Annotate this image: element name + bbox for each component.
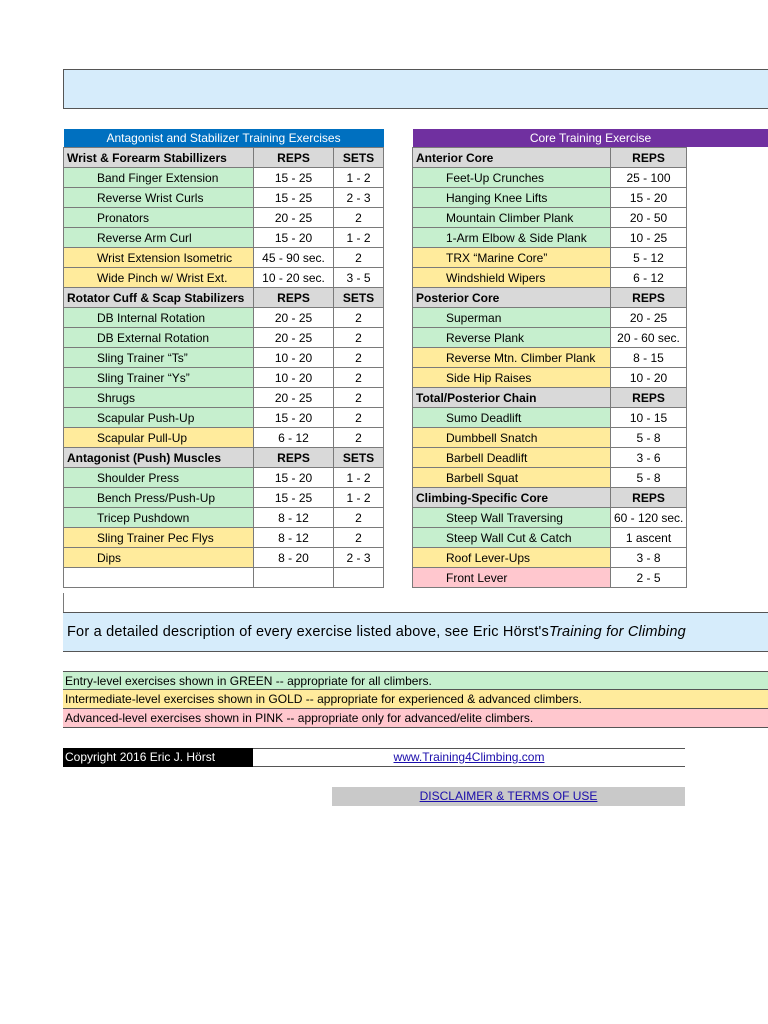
blank-cell bbox=[687, 308, 768, 328]
blank-cell bbox=[687, 368, 768, 388]
reps-value: 60 - 120 sec. bbox=[611, 508, 687, 528]
table-row bbox=[413, 428, 768, 448]
exercise-name: Side Hip Raises bbox=[413, 368, 611, 388]
exercise-name: Sling Trainer “Ys” bbox=[64, 368, 254, 388]
reps-header: REPS bbox=[254, 448, 334, 468]
description-text: For a detailed description of every exercise listed above, see Eric Hörst'sTraining for Climbing bbox=[67, 624, 686, 640]
table-row bbox=[413, 308, 768, 328]
sets-value: 1 - 2 bbox=[334, 228, 384, 248]
sets-value: 2 - 3 bbox=[334, 548, 384, 568]
section-header: Total/Posterior Chain bbox=[413, 388, 611, 408]
section-header-row bbox=[413, 488, 768, 508]
table-row bbox=[413, 408, 768, 428]
sets-value: 2 bbox=[334, 388, 384, 408]
sets-value: 2 bbox=[334, 428, 384, 448]
reps-value: 3 - 6 bbox=[611, 448, 687, 468]
reps-value: 10 - 20 bbox=[254, 348, 334, 368]
legend-pink: Advanced-level exercises shown in PINK -- appropriate only for advanced/elite climbers. bbox=[63, 709, 768, 728]
table-row bbox=[413, 368, 768, 388]
table-row bbox=[413, 348, 768, 368]
blank-cell bbox=[687, 408, 768, 428]
section-header-row bbox=[64, 448, 384, 468]
reps-value: 20 - 25 bbox=[254, 388, 334, 408]
exercise-name: 1-Arm Elbow & Side Plank bbox=[413, 228, 611, 248]
reps-value: 8 - 12 bbox=[254, 528, 334, 548]
exercise-name: Reverse Plank bbox=[413, 328, 611, 348]
blank-cell bbox=[687, 568, 768, 588]
reps-value: 10 - 20 sec. bbox=[254, 268, 334, 288]
reps-value: 15 - 20 bbox=[254, 228, 334, 248]
exercise-name: Scapular Pull-Up bbox=[64, 428, 254, 448]
table-row bbox=[64, 248, 384, 268]
table-row bbox=[413, 188, 768, 208]
sets-value: 1 - 2 bbox=[334, 468, 384, 488]
reps-value: 20 - 50 bbox=[611, 208, 687, 228]
exercise-name: Roof Lever-Ups bbox=[413, 548, 611, 568]
section-header: Rotator Cuff & Scap Stabilizers bbox=[64, 288, 254, 308]
table-row bbox=[413, 328, 768, 348]
blank-cell bbox=[687, 388, 768, 408]
sets-value: 1 - 2 bbox=[334, 168, 384, 188]
website-link[interactable]: www.Training4Climbing.com bbox=[393, 750, 545, 764]
antagonist-table bbox=[63, 129, 384, 588]
reps-value: 15 - 25 bbox=[254, 188, 334, 208]
table-row bbox=[64, 388, 384, 408]
table-row bbox=[64, 328, 384, 348]
reps-value: 15 - 20 bbox=[254, 408, 334, 428]
reps-value: 20 - 25 bbox=[254, 208, 334, 228]
exercise-name: Steep Wall Traversing bbox=[413, 508, 611, 528]
sets-value: 2 bbox=[334, 328, 384, 348]
sets-value: 2 bbox=[334, 248, 384, 268]
table-title: Core Training Exercise bbox=[413, 129, 768, 148]
section-header-row bbox=[64, 288, 384, 308]
exercise-name: Superman bbox=[413, 308, 611, 328]
reps-value: 10 - 25 bbox=[611, 228, 687, 248]
exercise-name: Sling Trainer “Ts” bbox=[64, 348, 254, 368]
reps-value: 1 ascent bbox=[611, 528, 687, 548]
reps-value: 8 - 15 bbox=[611, 348, 687, 368]
exercise-name: DB External Rotation bbox=[64, 328, 254, 348]
exercise-name: Scapular Push-Up bbox=[64, 408, 254, 428]
table-row bbox=[64, 408, 384, 428]
reps-header: REPS bbox=[611, 388, 687, 408]
table-row bbox=[64, 188, 384, 208]
table-title: Antagonist and Stabilizer Training Exercises bbox=[64, 129, 384, 148]
blank-cell bbox=[687, 248, 768, 268]
blank-cell bbox=[687, 488, 768, 508]
table-row bbox=[64, 488, 384, 508]
exercise-name: TRX “Marine Core” bbox=[413, 248, 611, 268]
table-end-border bbox=[63, 593, 64, 613]
sets-header: SETS bbox=[334, 148, 384, 168]
exercise-name: Dips bbox=[64, 548, 254, 568]
table-row bbox=[413, 168, 768, 188]
section-header: Antagonist (Push) Muscles bbox=[64, 448, 254, 468]
section-header: Climbing-Specific Core bbox=[413, 488, 611, 508]
reps-value: 5 - 8 bbox=[611, 428, 687, 448]
table-row bbox=[413, 228, 768, 248]
table-row bbox=[64, 228, 384, 248]
reps-value: 5 - 8 bbox=[611, 468, 687, 488]
exercise-name: Barbell Deadlift bbox=[413, 448, 611, 468]
sets-value: 2 bbox=[334, 308, 384, 328]
exercise-name: Wrist Extension Isometric bbox=[64, 248, 254, 268]
reps-value: 45 - 90 sec. bbox=[254, 248, 334, 268]
sets-value: 2 bbox=[334, 528, 384, 548]
table-row bbox=[64, 168, 384, 188]
blank-cell bbox=[687, 328, 768, 348]
reps-value: 10 - 20 bbox=[254, 368, 334, 388]
website-cell bbox=[253, 748, 685, 767]
sets-value: 2 bbox=[334, 368, 384, 388]
table-row bbox=[413, 548, 768, 568]
reps-value: 20 - 25 bbox=[254, 308, 334, 328]
reps-value: 6 - 12 bbox=[611, 268, 687, 288]
legend-green: Entry-level exercises shown in GREEN -- appropriate for all climbers. bbox=[63, 671, 768, 690]
blank-cell bbox=[687, 148, 768, 168]
table-row bbox=[413, 568, 768, 588]
table-row bbox=[64, 528, 384, 548]
exercise-name: Windshield Wipers bbox=[413, 268, 611, 288]
sets-value: 3 - 5 bbox=[334, 268, 384, 288]
exercise-name: Shrugs bbox=[64, 388, 254, 408]
section-header: Posterior Core bbox=[413, 288, 611, 308]
blank-cell bbox=[687, 348, 768, 368]
table-row bbox=[64, 208, 384, 228]
table-row bbox=[64, 428, 384, 448]
table-row bbox=[413, 208, 768, 228]
table-row bbox=[413, 268, 768, 288]
exercise-name: Reverse Wrist Curls bbox=[64, 188, 254, 208]
table-title-row bbox=[64, 129, 384, 148]
sets-value: 2 - 3 bbox=[334, 188, 384, 208]
blank-cell bbox=[687, 288, 768, 308]
book-title: Training for Climbing bbox=[548, 624, 686, 640]
table-row bbox=[64, 368, 384, 388]
table-row bbox=[413, 448, 768, 468]
exercise-name: Sumo Deadlift bbox=[413, 408, 611, 428]
table-title-row bbox=[413, 129, 768, 148]
table-row bbox=[413, 468, 768, 488]
reps-value: 10 - 15 bbox=[611, 408, 687, 428]
reps-value: 15 - 20 bbox=[254, 468, 334, 488]
exercise-name: Wide Pinch w/ Wrist Ext. bbox=[64, 268, 254, 288]
exercise-name: Reverse Mtn. Climber Plank bbox=[413, 348, 611, 368]
sets-value: 2 bbox=[334, 408, 384, 428]
exercise-name: Shoulder Press bbox=[64, 468, 254, 488]
section-header: Anterior Core bbox=[413, 148, 611, 168]
blank-cell bbox=[687, 228, 768, 248]
table-row bbox=[413, 508, 768, 528]
reps-header: REPS bbox=[611, 488, 687, 508]
blank-cell bbox=[687, 208, 768, 228]
exercise-name: Hanging Knee Lifts bbox=[413, 188, 611, 208]
table-row bbox=[413, 248, 768, 268]
sets-header: SETS bbox=[334, 288, 384, 308]
reps-value: 2 - 5 bbox=[611, 568, 687, 588]
exercise-name: Pronators bbox=[64, 208, 254, 228]
sets-value: 2 bbox=[334, 508, 384, 528]
table-row bbox=[64, 548, 384, 568]
reps-value: 15 - 20 bbox=[611, 188, 687, 208]
exercise-name bbox=[64, 568, 254, 588]
core-table bbox=[412, 129, 768, 588]
table-row bbox=[64, 308, 384, 328]
blank-cell bbox=[687, 188, 768, 208]
reps-value bbox=[254, 568, 334, 588]
exercise-name: Feet-Up Crunches bbox=[413, 168, 611, 188]
blank-cell bbox=[687, 428, 768, 448]
reps-value: 20 - 25 bbox=[254, 328, 334, 348]
reps-value: 15 - 25 bbox=[254, 168, 334, 188]
reps-value: 8 - 20 bbox=[254, 548, 334, 568]
blank-cell bbox=[687, 528, 768, 548]
reps-value: 25 - 100 bbox=[611, 168, 687, 188]
exercise-name: Dumbbell Snatch bbox=[413, 428, 611, 448]
exercise-name: Mountain Climber Plank bbox=[413, 208, 611, 228]
reps-header: REPS bbox=[254, 148, 334, 168]
exercise-name: Reverse Arm Curl bbox=[64, 228, 254, 248]
blank-cell bbox=[687, 168, 768, 188]
section-header-row bbox=[64, 148, 384, 168]
section-header-row bbox=[413, 148, 768, 168]
exercise-name: Steep Wall Cut & Catch bbox=[413, 528, 611, 548]
section-header-row bbox=[413, 388, 768, 408]
blank-cell bbox=[687, 548, 768, 568]
blank-cell bbox=[687, 268, 768, 288]
reps-value: 5 - 12 bbox=[611, 248, 687, 268]
exercise-name: Sling Trainer Pec Flys bbox=[64, 528, 254, 548]
sets-value: 2 bbox=[334, 348, 384, 368]
blank-cell bbox=[687, 468, 768, 488]
reps-header: REPS bbox=[611, 288, 687, 308]
sets-header: SETS bbox=[334, 448, 384, 468]
disclaimer-cell bbox=[332, 787, 685, 806]
blank-cell bbox=[687, 448, 768, 468]
reps-value: 3 - 8 bbox=[611, 548, 687, 568]
table-row bbox=[64, 468, 384, 488]
table-row bbox=[64, 508, 384, 528]
reps-value: 10 - 20 bbox=[611, 368, 687, 388]
legend-gold: Intermediate-level exercises shown in GOLD -- appropriate for experienced & advanced climbers. bbox=[63, 690, 768, 709]
exercise-name: Tricep Pushdown bbox=[64, 508, 254, 528]
reps-value: 20 - 60 sec. bbox=[611, 328, 687, 348]
exercise-name: Band Finger Extension bbox=[64, 168, 254, 188]
reps-value: 20 - 25 bbox=[611, 308, 687, 328]
table-row bbox=[413, 528, 768, 548]
table-row bbox=[64, 268, 384, 288]
description-banner bbox=[63, 612, 768, 652]
reps-value: 6 - 12 bbox=[254, 428, 334, 448]
section-header: Wrist & Forearm Stabillizers bbox=[64, 148, 254, 168]
reps-header: REPS bbox=[254, 288, 334, 308]
exercise-name: Front Lever bbox=[413, 568, 611, 588]
copyright-label: Copyright 2016 Eric J. Hörst bbox=[63, 748, 253, 767]
top-banner bbox=[63, 69, 768, 109]
exercise-name: DB Internal Rotation bbox=[64, 308, 254, 328]
blank-cell bbox=[687, 508, 768, 528]
sets-value bbox=[334, 568, 384, 588]
sets-value: 1 - 2 bbox=[334, 488, 384, 508]
reps-value: 15 - 25 bbox=[254, 488, 334, 508]
sets-value: 2 bbox=[334, 208, 384, 228]
exercise-name: Barbell Squat bbox=[413, 468, 611, 488]
table-row bbox=[64, 568, 384, 588]
table-row bbox=[64, 348, 384, 368]
reps-value: 8 - 12 bbox=[254, 508, 334, 528]
reps-header: REPS bbox=[611, 148, 687, 168]
disclaimer-link[interactable]: DISCLAIMER & TERMS OF USE bbox=[419, 789, 598, 803]
exercise-name: Bench Press/Push-Up bbox=[64, 488, 254, 508]
section-header-row bbox=[413, 288, 768, 308]
